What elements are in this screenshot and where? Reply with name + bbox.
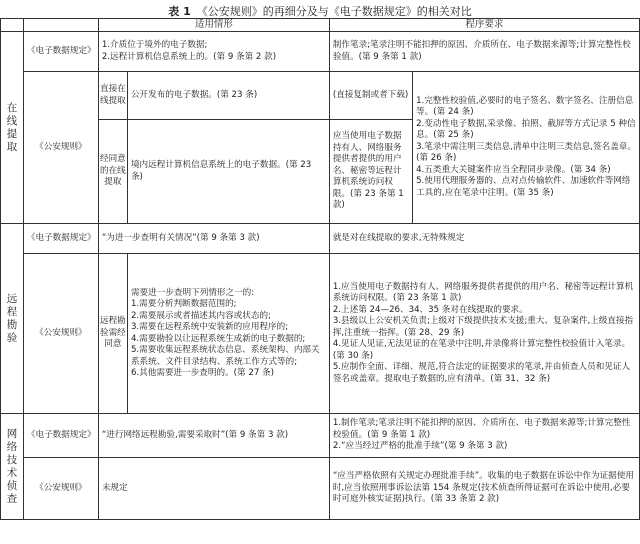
sub-type-cell: 经同意的在线提取 (98, 120, 127, 224)
table-row (1, 414, 640, 458)
procedure-cell: 制作笔录;笔录注明不能扣押的原因、介质所在、电子数据来源等;计算完整性校验值。(第 9 条第 1 款) (329, 32, 639, 72)
scenario-cell: “进行网络远程勘验,需要采取时”(第 9 条第 3 款) (98, 414, 329, 458)
scenario-cell: 未规定 (98, 458, 329, 520)
procedure-cell: 就是对在线提取的要求,无特殊规定 (329, 224, 639, 254)
procedure-cell: 1.制作笔录;笔录注明不能扣押的原因、介质所在、电子数据来源等;计算完整性校验值。(第 9 条第 1 款) 2.“应当经过严格的批准手续”(第 9 条第 3 款) (329, 414, 639, 458)
sub-type-cell: 远程勘验需经同意 (98, 254, 127, 414)
table-caption (0, 3, 640, 19)
table-row (1, 458, 640, 520)
source-cell: 《公安规则》 (23, 72, 98, 224)
header-row (1, 19, 640, 32)
procedure-cell: 1.应当使用电子数据持有人、网络服务提供者提供的用户名、秘密等远程计算机系统访问权限。(第 23 条第 1 款) 2.上述第 24—26、34、35 条对在线提取的要求。 3.县级以上公安机关负责;上级对下级提供技术支援;重大、复杂案件,上级直接指挥,注重统一指挥。(第 28、29 条) 4.见证人见证,无法见证的在笔录中注明,并录像将计算完整性校验值计入笔录。(第 30 条) 5.应制作全面、详细、规范,符合法定的证据要求的笔录,并由侦查人员和见证人签名或盖章。提取电子数据的,应有清单。(第 31、32 条) (329, 254, 639, 414)
scenario-cell: 公开发布的电子数据。(第 23 条) (127, 72, 329, 120)
sub-type-cell: 直接在线提取 (98, 72, 127, 120)
scenario-cell: 境内远程计算机信息系统上的电子数据。(第 23 条) (127, 120, 329, 224)
source-cell: 《公安规则》 (23, 254, 98, 414)
table-caption-label: 表 1 (168, 5, 191, 18)
table-caption-title: 《公安规则》的再细分及与《电子数据规定》的相关对比 (196, 5, 472, 18)
table-row (1, 224, 640, 254)
header-procedure: 程序要求 (329, 19, 639, 32)
comparison-table (0, 18, 640, 520)
table-row (1, 254, 640, 414)
source-cell: 《公安规则》 (23, 458, 98, 520)
procedure-cell: “应当严格依照有关规定办理批准手续”。收集的电子数据在诉讼中作为证据使用时,应当依照刑事诉讼法第 154 条规定(技术侦查所得证据可在诉讼中使用,必要时可庭外核实证据)执行。(第 33 条第 2 款) (329, 458, 639, 520)
source-cell: 《电子数据规定》 (23, 32, 98, 72)
procedure-cell: 1.完整性校验值,必要时的电子签名、数字签名、注册信息等。(第 24 条) 2.变动性电子数据,采录像、拍照、截屏等方式记录 5 种信息。(第 25 条) 3.笔录中需注明三类信息,清单中注明三类信息,签名盖章。(第 26 条) 4.五类重大关键案件应当全程同步录像。(第 34 条) 5.使用代理服务器的、点对点传输软件、加速软件等网络工具的,应在笔录中注明。(第 35 条) (413, 72, 640, 224)
scenario-cell: 需要进一步查明下列情形之一的: 1.需要分析判断数据范围的; 2.需要展示或者描述其内容或状态的; 3.需要在远程系统中安装新的应用程序的; 4.需要勘验以让远程系统生成新的电子数据的; 5.需要收集远程系统状态信息、系统架构、内部关系系统、文件目录结构、系统工作方式等的; 6.其他需要进一步查明的。(第 27 条) (127, 254, 329, 414)
category-online: 在线提取 (1, 32, 24, 224)
category-remote: 远程勘验 (1, 224, 24, 414)
scenario-cell: 1.介质位于境外的电子数据; 2.远程计算机信息系统上的。(第 9 条第 2 款) (98, 32, 329, 72)
source-cell: 《电子数据规定》 (23, 224, 98, 254)
source-cell: 《电子数据规定》 (23, 414, 98, 458)
table-row (1, 72, 640, 120)
procedure-cell: (直接复制或者下载) (329, 72, 412, 120)
header-scenario: 适用情形 (98, 19, 329, 32)
table-row (1, 32, 640, 72)
procedure-cell: 应当使用电子数据持有人、网络服务提供者提供的用户名、秘密等远程计算机系统访问权限。(第 23 条第 1 款) (329, 120, 412, 224)
category-network: 网络技术侦查 (1, 414, 24, 520)
header-blank (23, 19, 98, 32)
header-blank (1, 19, 24, 32)
scenario-cell: “为进一步查明有关情况”(第 9 条第 3 款) (98, 224, 329, 254)
